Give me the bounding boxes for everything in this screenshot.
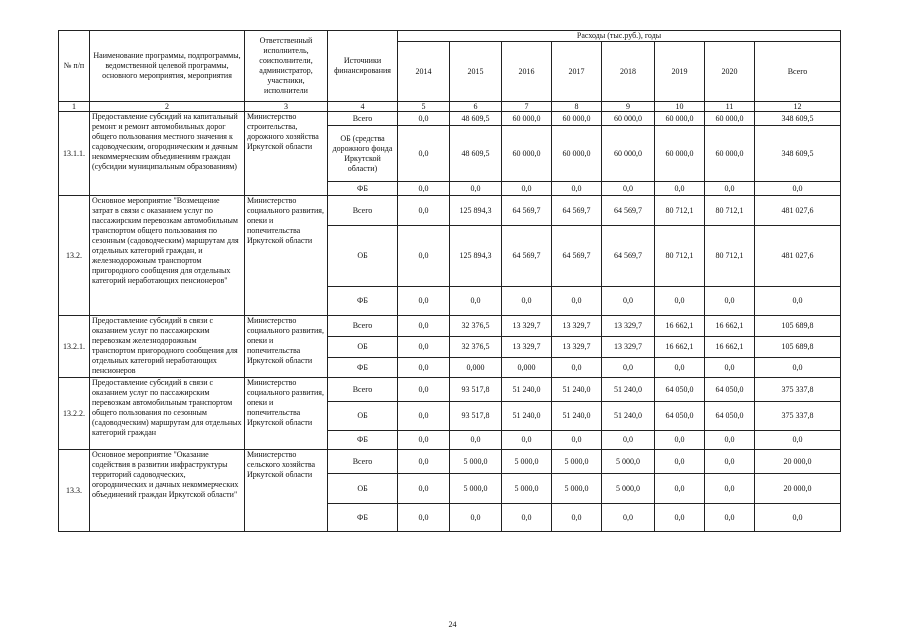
year-value: 0,000: [450, 358, 502, 378]
year-value: 60 000,0: [655, 126, 705, 182]
year-value: 5 000,0: [552, 450, 602, 474]
year-value: 0,0: [502, 504, 552, 532]
year-value: 80 712,1: [655, 196, 705, 226]
year-value: 51 240,0: [602, 402, 655, 431]
year-value: 0,0: [398, 337, 450, 358]
total-value: 481 027,6: [755, 226, 841, 287]
header-year: 2017: [552, 42, 602, 102]
column-number: 6: [450, 102, 502, 112]
table-row: [59, 112, 841, 126]
year-value: 5 000,0: [502, 474, 552, 504]
funding-source: ФБ: [328, 287, 398, 316]
item-name: Предоставление субсидий в связи с оказанием услуг по пассажирским перевозкам железнодорожным транспортом пригородного сообщения для отдельных категорий неработающих пенсионеров: [90, 316, 245, 378]
total-value: 0,0: [755, 431, 841, 450]
funding-source: Всего: [328, 112, 398, 126]
year-value: 0,0: [398, 287, 450, 316]
header-total: Всего: [755, 42, 841, 102]
year-value: 48 609,5: [450, 126, 502, 182]
funding-source: ОБ (средства дорожного фонда Иркутской области): [328, 126, 398, 182]
year-value: 0,0: [398, 431, 450, 450]
year-value: 64 050,0: [705, 378, 755, 402]
column-number: 9: [602, 102, 655, 112]
item-responsible: Министерство сельского хозяйства Иркутской области: [245, 450, 328, 532]
year-value: 32 376,5: [450, 337, 502, 358]
item-number: 13.2.: [59, 196, 90, 316]
header-year: 2018: [602, 42, 655, 102]
year-value: 0,0: [705, 287, 755, 316]
year-value: 0,0: [705, 358, 755, 378]
table-row: [59, 316, 841, 337]
funding-source: ОБ: [328, 226, 398, 287]
year-value: 0,0: [398, 378, 450, 402]
column-number: 10: [655, 102, 705, 112]
total-value: 348 609,5: [755, 126, 841, 182]
year-value: 13 329,7: [552, 337, 602, 358]
column-number: 12: [755, 102, 841, 112]
funding-source: Всего: [328, 196, 398, 226]
year-value: 0,0: [705, 450, 755, 474]
total-value: 375 337,8: [755, 402, 841, 431]
year-value: 16 662,1: [655, 337, 705, 358]
item-responsible: Министерство социального развития, опеки и попечительства Иркутской области: [245, 316, 328, 378]
year-value: 13 329,7: [502, 316, 552, 337]
table-header: [59, 31, 841, 112]
year-value: 64 569,7: [602, 196, 655, 226]
column-number: 1: [59, 102, 90, 112]
year-value: 0,0: [655, 450, 705, 474]
item-number: 13.2.1.: [59, 316, 90, 378]
year-value: 0,0: [398, 316, 450, 337]
year-value: 93 517,8: [450, 402, 502, 431]
year-value: 0,0: [705, 182, 755, 196]
year-value: 0,0: [398, 126, 450, 182]
year-value: 60 000,0: [705, 126, 755, 182]
header-name: Наименование программы, подпрограммы, ведомственной целевой программы, основного мероприятия, мероприятия: [90, 31, 245, 102]
total-value: 0,0: [755, 182, 841, 196]
year-value: 0,0: [552, 182, 602, 196]
year-value: 0,0: [398, 226, 450, 287]
total-value: 105 689,8: [755, 316, 841, 337]
year-value: 0,0: [655, 504, 705, 532]
year-value: 5 000,0: [502, 450, 552, 474]
year-value: 64 569,7: [552, 196, 602, 226]
year-value: 64 050,0: [655, 378, 705, 402]
funding-source: ОБ: [328, 337, 398, 358]
year-value: 48 609,5: [450, 112, 502, 126]
year-value: 32 376,5: [450, 316, 502, 337]
funding-source: ОБ: [328, 474, 398, 504]
year-value: 0,0: [450, 182, 502, 196]
year-value: 51 240,0: [502, 378, 552, 402]
year-value: 60 000,0: [502, 112, 552, 126]
year-value: 0,0: [398, 474, 450, 504]
year-value: 125 894,3: [450, 196, 502, 226]
year-value: 0,0: [602, 431, 655, 450]
year-value: 5 000,0: [602, 474, 655, 504]
year-value: 60 000,0: [502, 126, 552, 182]
year-value: 5 000,0: [450, 450, 502, 474]
year-value: 64 569,7: [502, 196, 552, 226]
year-value: 60 000,0: [552, 126, 602, 182]
year-value: 60 000,0: [655, 112, 705, 126]
funding-source: ОБ: [328, 402, 398, 431]
item-name: Предоставление субсидий на капитальный ремонт и ремонт автомобильных дорог общего пользования местного значения к садоводческим, огородническим и дачным некоммерческим объединениям граждан (субсидии муниципальным образованиям): [90, 112, 245, 196]
year-value: 0,0: [398, 196, 450, 226]
header-year: 2019: [655, 42, 705, 102]
item-name: Предоставление субсидий в связи с оказанием услуг по пассажирским перевозкам автомобильным транспортом общего пользования по сезонным (садоводческим) маршрутам для отдельных категорий граждан: [90, 378, 245, 450]
funding-source: ФБ: [328, 504, 398, 532]
year-value: 0,0: [552, 287, 602, 316]
column-numbers-row: [59, 102, 841, 112]
year-value: 64 050,0: [705, 402, 755, 431]
funding-source: ФБ: [328, 431, 398, 450]
total-value: 0,0: [755, 287, 841, 316]
item-responsible: Министерство строительства, дорожного хозяйства Иркутской области: [245, 112, 328, 196]
column-number: 3: [245, 102, 328, 112]
year-value: 0,0: [450, 287, 502, 316]
year-value: 0,0: [705, 504, 755, 532]
year-value: 0,0: [655, 431, 705, 450]
year-value: 0,0: [398, 450, 450, 474]
year-value: 5 000,0: [450, 474, 502, 504]
year-value: 0,0: [655, 182, 705, 196]
year-value: 125 894,3: [450, 226, 502, 287]
year-value: 0,0: [552, 431, 602, 450]
year-value: 0,0: [602, 504, 655, 532]
header-year: 2016: [502, 42, 552, 102]
column-number: 4: [328, 102, 398, 112]
year-value: 0,0: [450, 431, 502, 450]
year-value: 60 000,0: [602, 112, 655, 126]
column-number: 2: [90, 102, 245, 112]
table-body: [59, 112, 841, 532]
year-value: 0,0: [502, 182, 552, 196]
year-value: 0,0: [655, 474, 705, 504]
column-number: 5: [398, 102, 450, 112]
year-value: 0,0: [602, 182, 655, 196]
header-year: 2015: [450, 42, 502, 102]
header-expenses: Расходы (тыс.руб.), годы: [398, 31, 841, 42]
year-value: 0,0: [552, 504, 602, 532]
header-number: № п/п: [59, 31, 90, 102]
funding-source: ФБ: [328, 358, 398, 378]
total-value: 20 000,0: [755, 474, 841, 504]
funding-source: Всего: [328, 450, 398, 474]
item-responsible: Министерство социального развития, опеки и попечительства Иркутской области: [245, 378, 328, 450]
header-year: 2014: [398, 42, 450, 102]
year-value: 0,0: [450, 504, 502, 532]
funding-source: Всего: [328, 316, 398, 337]
header-responsible: Ответственный исполнитель, соисполнители, администратор, участники, исполнители: [245, 31, 328, 102]
year-value: 13 329,7: [602, 316, 655, 337]
funding-source: ФБ: [328, 182, 398, 196]
year-value: 13 329,7: [502, 337, 552, 358]
year-value: 0,0: [655, 358, 705, 378]
year-value: 16 662,1: [655, 316, 705, 337]
header-source: Источники финансирования: [328, 31, 398, 102]
total-value: 0,0: [755, 358, 841, 378]
total-value: 348 609,5: [755, 112, 841, 126]
column-number: 7: [502, 102, 552, 112]
year-value: 13 329,7: [552, 316, 602, 337]
year-value: 51 240,0: [552, 378, 602, 402]
table-row: [59, 196, 841, 226]
year-value: 13 329,7: [602, 337, 655, 358]
year-value: 80 712,1: [705, 196, 755, 226]
year-value: 0,0: [602, 287, 655, 316]
year-value: 80 712,1: [655, 226, 705, 287]
year-value: 0,0: [655, 287, 705, 316]
year-value: 5 000,0: [552, 474, 602, 504]
column-number: 11: [705, 102, 755, 112]
header-year: 2020: [705, 42, 755, 102]
year-value: 51 240,0: [552, 402, 602, 431]
total-value: 0,0: [755, 504, 841, 532]
column-number: 8: [552, 102, 602, 112]
year-value: 93 517,8: [450, 378, 502, 402]
total-value: 20 000,0: [755, 450, 841, 474]
year-value: 60 000,0: [705, 112, 755, 126]
year-value: 0,0: [705, 431, 755, 450]
year-value: 0,0: [398, 402, 450, 431]
total-value: 375 337,8: [755, 378, 841, 402]
year-value: 64 569,7: [552, 226, 602, 287]
year-value: 0,0: [502, 431, 552, 450]
item-number: 13.1.1.: [59, 112, 90, 196]
year-value: 0,0: [398, 358, 450, 378]
year-value: 64 050,0: [655, 402, 705, 431]
page-number: 24: [448, 620, 457, 629]
year-value: 0,0: [398, 112, 450, 126]
total-value: 481 027,6: [755, 196, 841, 226]
year-value: 51 240,0: [502, 402, 552, 431]
year-value: 0,0: [552, 358, 602, 378]
table-row: [59, 450, 841, 474]
year-value: 0,0: [602, 358, 655, 378]
year-value: 64 569,7: [602, 226, 655, 287]
year-value: 5 000,0: [602, 450, 655, 474]
year-value: 0,0: [705, 474, 755, 504]
year-value: 60 000,0: [552, 112, 602, 126]
year-value: 16 662,1: [705, 316, 755, 337]
year-value: 64 569,7: [502, 226, 552, 287]
item-number: 13.3.: [59, 450, 90, 532]
year-value: 80 712,1: [705, 226, 755, 287]
funding-source: Всего: [328, 378, 398, 402]
year-value: 0,0: [502, 287, 552, 316]
table-row: [59, 378, 841, 402]
item-name: Основное мероприятие "Возмещение затрат в связи с оказанием услуг по пассажирским перевозкам автомобильным транспортом общего пользования по сезонным (садоводческим) маршрутам для отдельных категорий граждан, и железнодорожным транспортом пригородного сообщения для отдельных категорий неработающих пенсионеров": [90, 196, 245, 316]
year-value: 0,000: [502, 358, 552, 378]
year-value: 60 000,0: [602, 126, 655, 182]
item-number: 13.2.2.: [59, 378, 90, 450]
year-value: 51 240,0: [602, 378, 655, 402]
budget-table: [58, 30, 841, 532]
year-value: 16 662,1: [705, 337, 755, 358]
total-value: 105 689,8: [755, 337, 841, 358]
item-name: Основное мероприятие "Оказание содействия в развитии инфраструктуры территорий садоводческих, огороднических и дачных некоммерческих объединений граждан Иркутской области": [90, 450, 245, 532]
item-responsible: Министерство социального развития, опеки и попечительства Иркутской области: [245, 196, 328, 316]
year-value: 0,0: [398, 504, 450, 532]
year-value: 0,0: [398, 182, 450, 196]
